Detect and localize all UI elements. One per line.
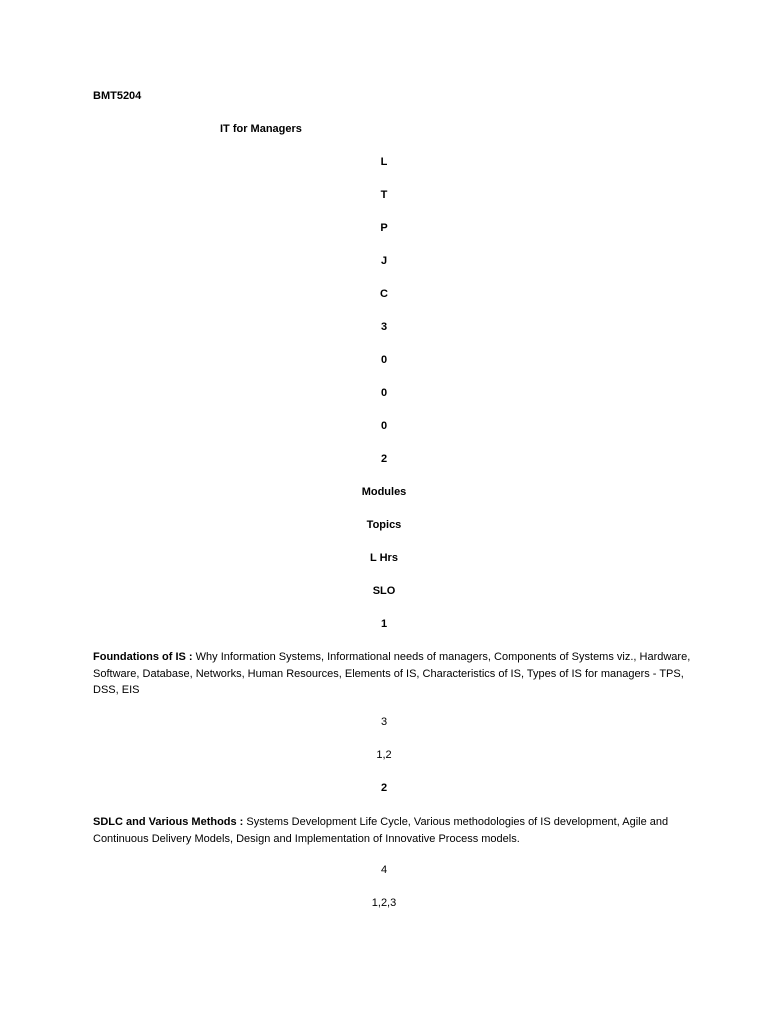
ltpjc-header-l: L [380, 156, 388, 168]
table-header-modules: Modules [361, 486, 407, 498]
ltpjc-header-j: J [380, 255, 388, 267]
module-slo: 1,2,3 [371, 897, 397, 909]
ltpjc-value-c: 2 [380, 453, 388, 465]
module-body: Why Information Systems, Informational needs of managers, Components of Systems viz., Hardware, Software, Database, Networks, Human Resources, Elements of IS, Characteristics of IS, Types of IS for managers - TPS, DSS, EIS [93, 651, 691, 696]
module-body: Systems Development Life Cycle, Various methodologies of IS development, Agile and Continuous Delivery Models, Design and Implementation of Innovative Process models. [93, 816, 669, 845]
module-hours: 3 [380, 716, 388, 728]
ltpjc-value-t: 0 [380, 354, 388, 366]
table-header-slo: SLO [372, 585, 396, 597]
module-slo: 1,2 [376, 749, 392, 761]
ltpjc-header-c: C [380, 288, 388, 300]
module-number: 1 [380, 618, 388, 630]
ltpjc-value-j: 0 [380, 420, 388, 432]
table-header-l-hrs: L Hrs [370, 552, 398, 564]
ltpjc-value-l: 3 [380, 321, 388, 333]
course-title: IT for Managers [220, 123, 302, 135]
module-number: 2 [380, 782, 388, 794]
ltpjc-header-t: T [380, 189, 388, 201]
module-hours: 4 [380, 864, 388, 876]
table-header-topics: Topics [366, 519, 402, 531]
module-heading: SDLC and Various Methods : [93, 816, 244, 828]
module-topics [93, 814, 693, 847]
ltpjc-value-p: 0 [380, 387, 388, 399]
ltpjc-header-p: P [380, 222, 388, 234]
module-topics [93, 649, 693, 699]
module-heading: Foundations of IS : [93, 651, 193, 663]
course-code: BMT5204 [93, 90, 142, 102]
